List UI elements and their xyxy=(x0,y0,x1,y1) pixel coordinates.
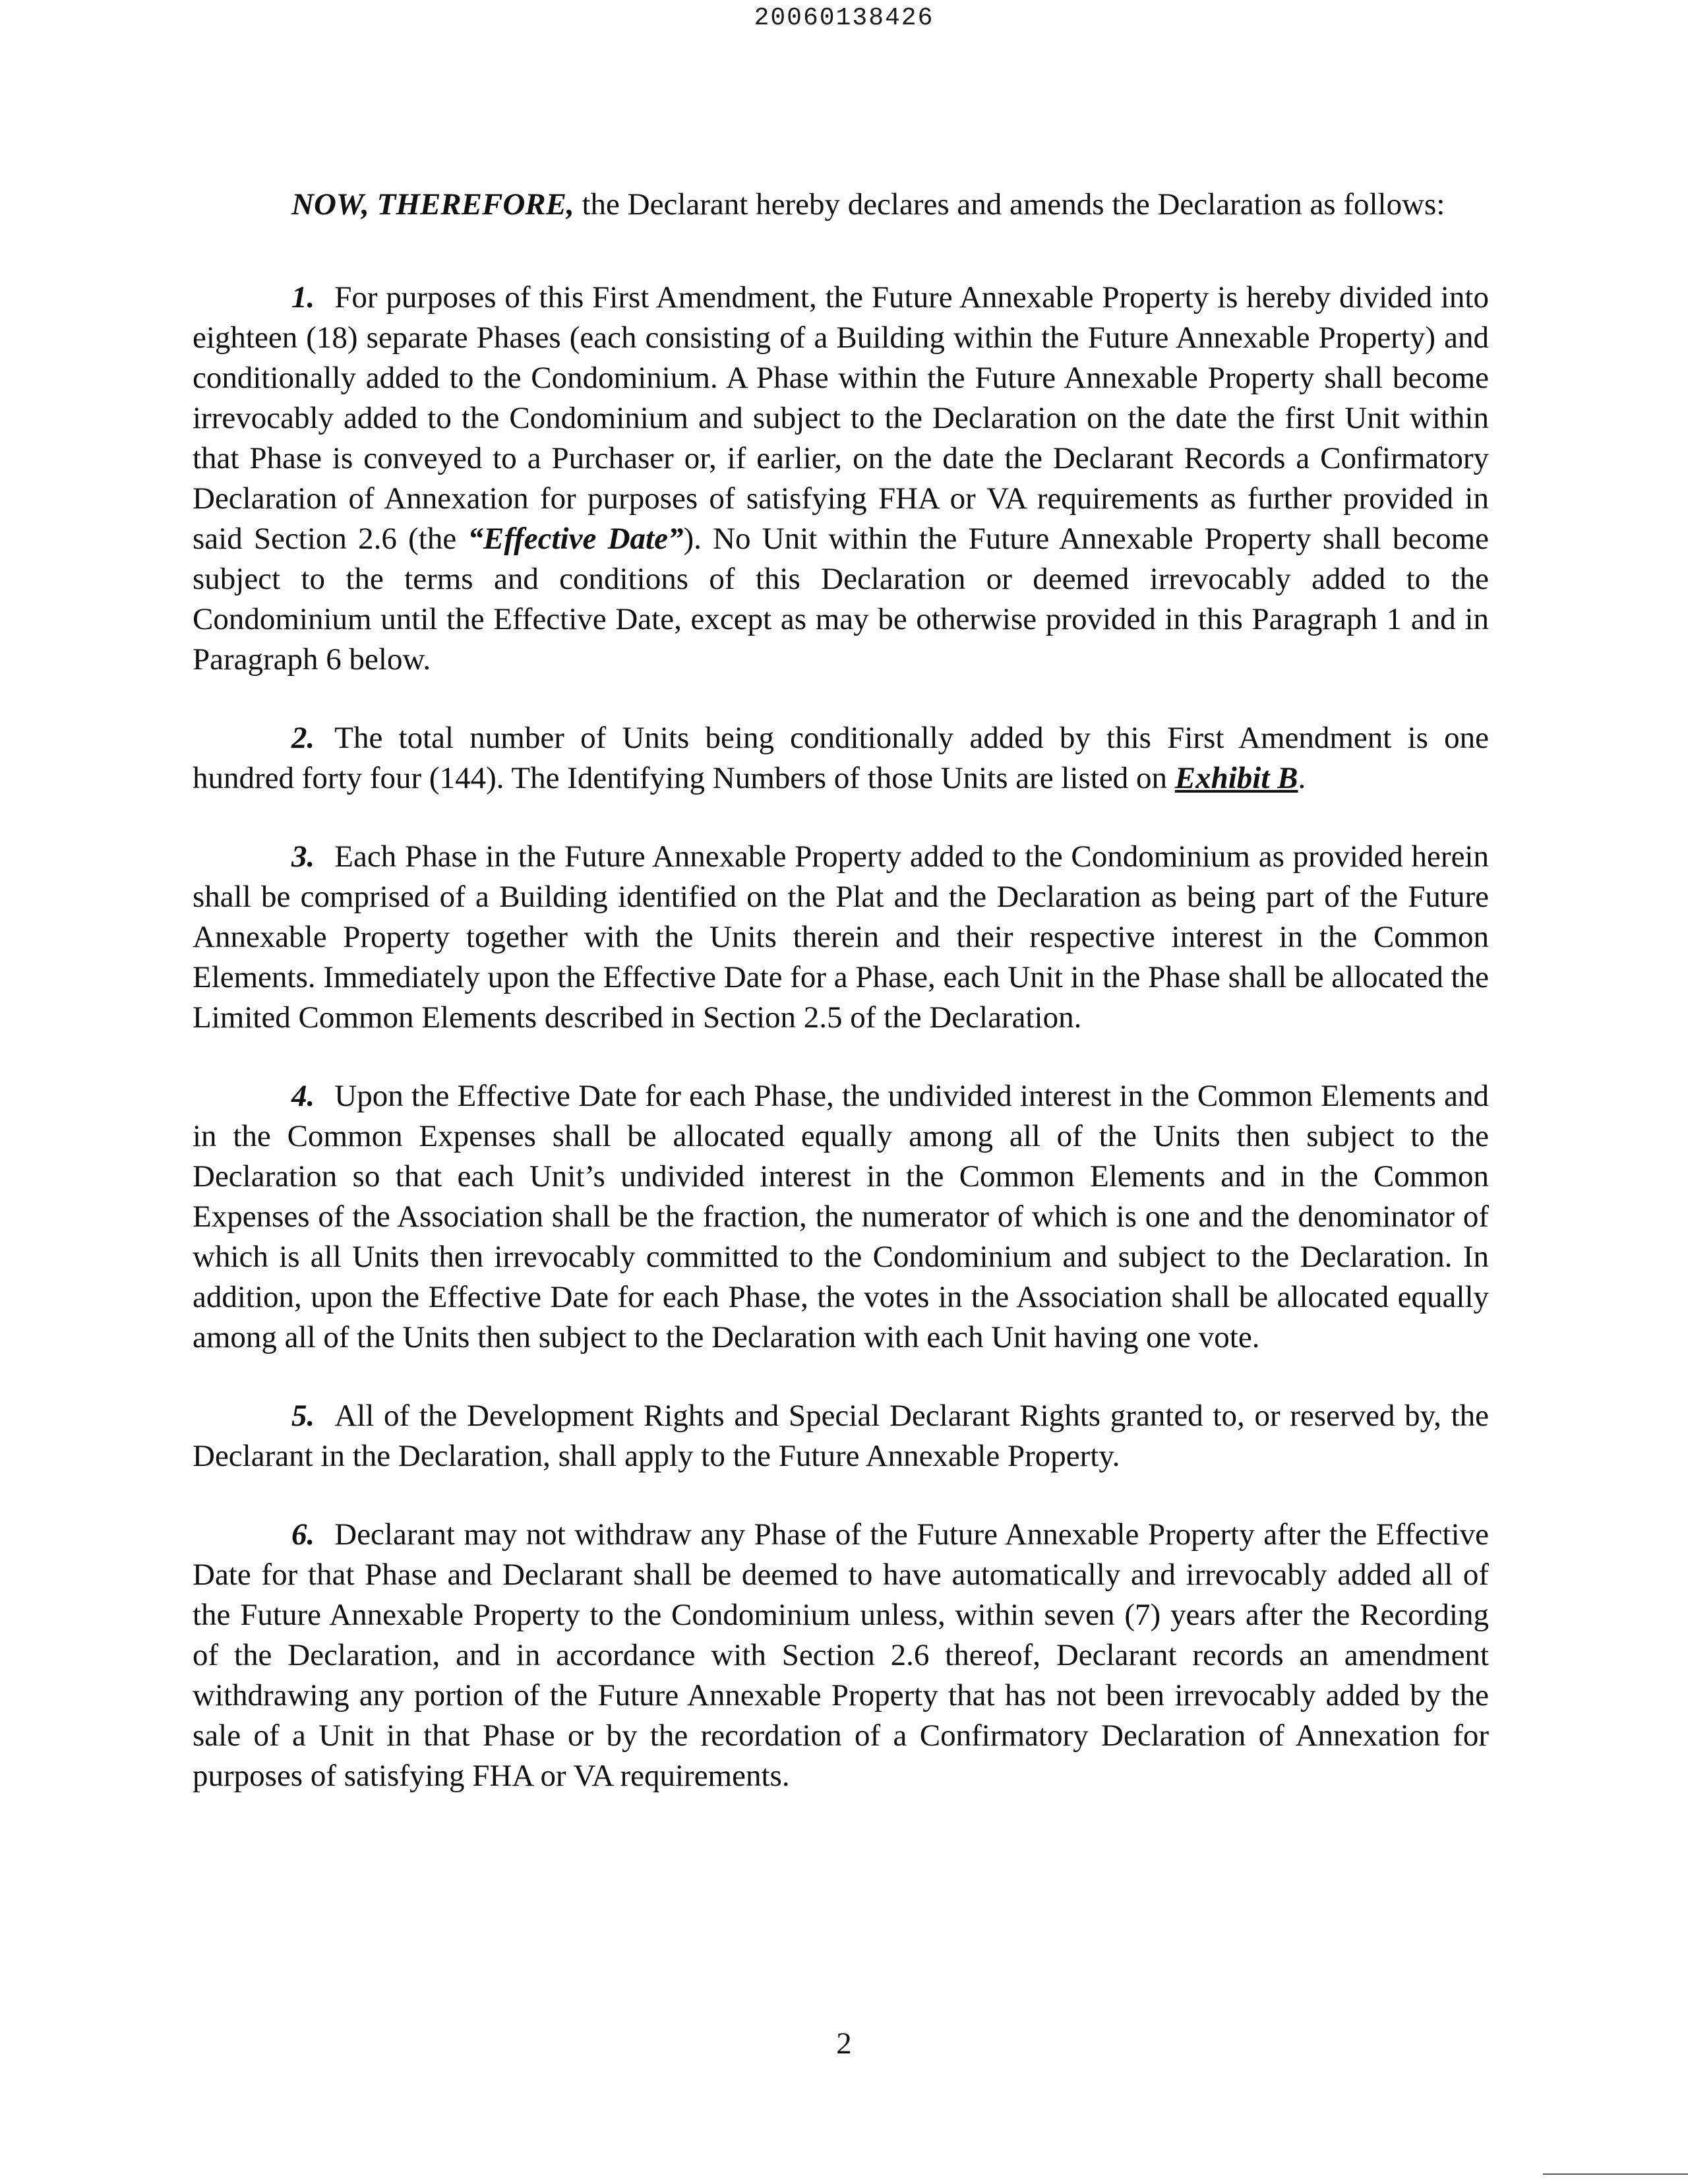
scan-edge-line xyxy=(1543,2173,1688,2175)
defined-term-effective-date: “Effective Date” xyxy=(467,522,684,556)
document-number: 20060138426 xyxy=(754,4,934,32)
paragraph-text: Upon the Effective Date for each Phase, the undivided interest in the Common Elements and in the Common Expenses shall be allocated equally among all of the Units then subject to the Declaration so that each Unit’s undivided interest in the Common Elements and in the Common Expenses of the Association shall be the fraction, the numerator of which is one and the denominator of which is all Units then irrevocably committed to the Condominium and subject to the Declaration. In addition, upon the Effective Date for each Phase, the votes in the Association shall be allocated equally among all of the Units then subject to the Declaration with each Unit having one vote. xyxy=(193,1079,1489,1354)
paragraph-number: 1. xyxy=(291,280,315,315)
paragraph-6 xyxy=(193,1515,1489,1796)
paragraph-number: 3. xyxy=(291,839,315,874)
intro-emphasis: NOW, THEREFORE, xyxy=(291,187,574,222)
paragraph-number: 6. xyxy=(291,1517,315,1552)
paragraph-number: 2. xyxy=(291,721,315,755)
paragraph-text: ). No Unit within the Future Annexable Property shall become subject to the terms and conditions of this Declaration or deemed irrevocably added to the Condominium until the Effective Date, except as may be otherwise provided in this Paragraph 1 and in Paragraph 6 below. xyxy=(193,522,1489,677)
paragraph-4 xyxy=(193,1076,1489,1358)
paragraph-text: Each Phase in the Future Annexable Property added to the Condominium as provided herein shall be comprised of a Building identified on the Plat and the Declaration as being part of the Future Annexable Property together with the Units therein and their respective interest in the Common Elements. Immediately upon the Effective Date for a Phase, each Unit in the Phase shall be allocated the Limited Common Elements described in Section 2.5 of the Declaration. xyxy=(193,839,1489,1035)
intro-paragraph xyxy=(193,185,1489,225)
document-body xyxy=(193,185,1489,1835)
intro-text: the Declarant hereby declares and amends the Declaration as follows: xyxy=(574,187,1445,222)
paragraph-1 xyxy=(193,278,1489,680)
paragraph-5 xyxy=(193,1396,1489,1476)
paragraph-text: Declarant may not withdraw any Phase of the Future Annexable Property after the Effective Date for that Phase and Declarant shall be deemed to have automatically and irrevocably added all of the Future Annexable Property to the Condominium unless, within seven (7) years after the Recording of the Declaration, and in accordance with Section 2.6 thereof, Declarant records an amendment withdrawing any portion of the Future Annexable Property that has not been irrevocably added by the sale of a Unit in that Phase or by the recordation of a Confirmatory Declaration of Annexation for purposes of satisfying FHA or VA requirements. xyxy=(193,1517,1489,1793)
paragraph-text: . xyxy=(1298,761,1306,795)
paragraph-text: For purposes of this First Amendment, the Future Annexable Property is hereby divided into eighteen (18) separate Phases (each consisting of a Building within the Future Annexable Property) and conditionally added to the Condominium. A Phase within the Future Annexable Property shall become irrevocably added to the Condominium and subject to the Declaration on the date the first Unit within that Phase is conveyed to a Purchaser or, if earlier, on the date the Declarant Records a Confirmatory Declaration of Annexation for purposes of satisfying FHA or VA requirements as further provided in said Section 2.6 (the xyxy=(193,280,1489,556)
exhibit-b-reference: Exhibit B xyxy=(1174,761,1298,795)
paragraph-2 xyxy=(193,718,1489,799)
paragraph-number: 5. xyxy=(291,1399,315,1433)
paragraph-text: All of the Development Rights and Special Declarant Rights granted to, or reserved by, the Declarant in the Declaration, shall apply to the Future Annexable Property. xyxy=(193,1399,1489,1473)
page-number: 2 xyxy=(836,2026,852,2061)
paragraph-3 xyxy=(193,837,1489,1038)
paragraph-text: The total number of Units being conditionally added by this First Amendment is one hundred forty four (144). The Identifying Numbers of those Units are listed on xyxy=(193,721,1489,795)
paragraph-number: 4. xyxy=(291,1079,315,1113)
